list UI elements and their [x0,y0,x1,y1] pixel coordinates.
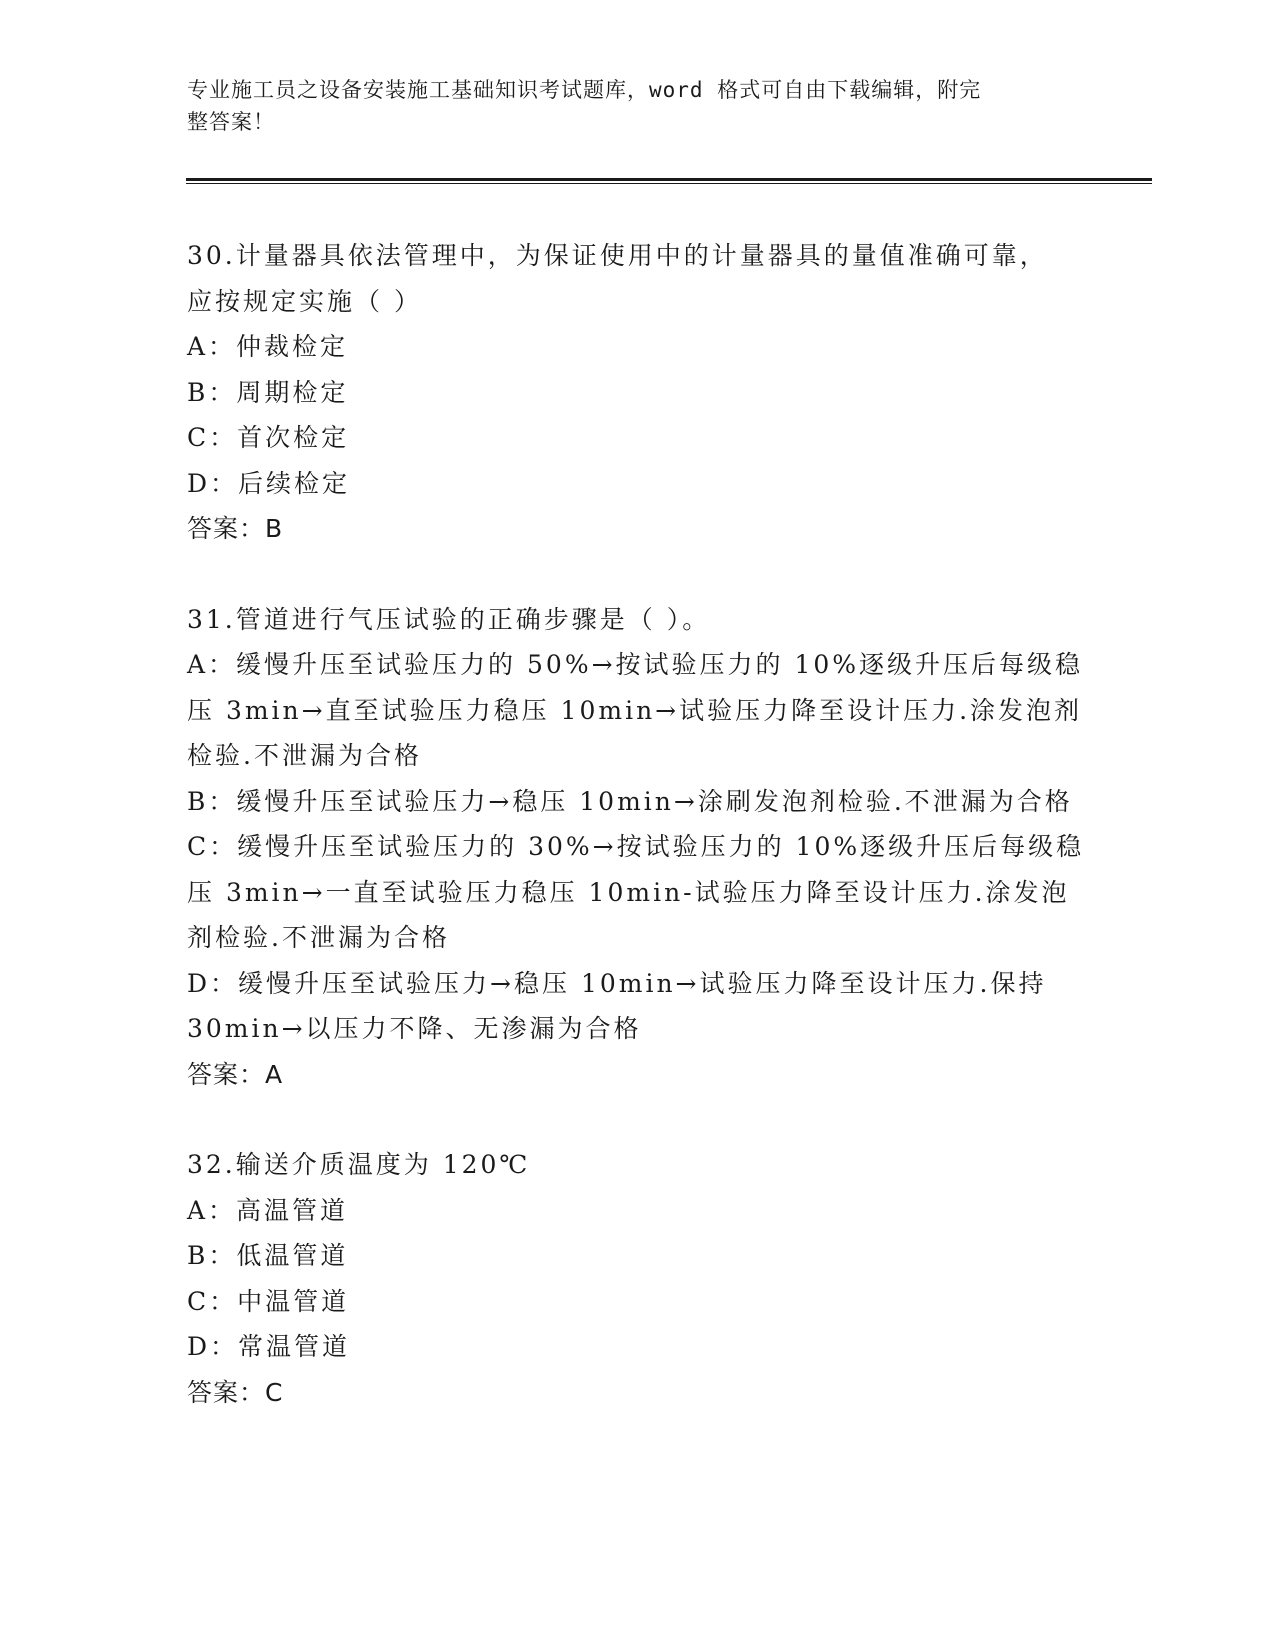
question-stem: 31.管道进行气压试验的正确步骤是（ ）。 [187,604,711,634]
option-d: D：后续检定 [187,468,351,498]
question-31 [187,597,1087,1098]
option-a: A：仲裁检定 [187,332,349,361]
header-line-1: 专业施工员之设备安装施工基础知识考试题库，word 格式可自由下载编辑，附完 [187,78,982,102]
option-c: C：缓慢升压至试验压力的 30%→按试验压力的 10%逐级升压后每级稳 [187,832,1085,861]
option-b: B：周期检定 [187,377,349,407]
question-stem: 30.计量器具依法管理中，为保证使用中的计量器具的量值准确可靠， [187,241,1048,270]
option-a-continued: 检验.不泄漏为合格 [187,741,422,770]
header-line-2: 整答案！ [187,110,275,134]
question-32 [187,1142,1087,1415]
question-list [187,233,1087,1460]
answer-label: 答案：B [187,514,284,543]
header-divider-thin [186,183,1152,184]
header-divider-thick [186,178,1152,181]
document-header [187,74,1067,138]
question-30 [187,233,1087,552]
option-c: C：中温管道 [187,1286,350,1316]
option-b: B：缓慢升压至试验压力→稳压 10min→涂刷发泡剂检验.不泄漏为合格 [187,786,1073,816]
option-d-continued: 30min→以压力不降、无渗漏为合格 [187,1014,642,1043]
question-stem: 32.输送介质温度为 120℃ [187,1150,531,1179]
option-a: A：高温管道 [187,1195,349,1225]
option-c-continued: 压 3min→一直至试验压力稳压 10min-试验压力降至设计压力.涂发泡 [187,877,1070,907]
option-c-continued: 剂检验.不泄漏为合格 [187,923,450,952]
option-b: B：低温管道 [187,1241,349,1270]
option-a: A：缓慢升压至试验压力的 50%→按试验压力的 10%逐级升压后每级稳 [187,650,1084,679]
answer-label: 答案：C [187,1377,284,1407]
option-d: D：缓慢升压至试验压力→稳压 10min→试验压力降至设计压力.保持 [187,968,1047,998]
option-c: C：首次检定 [187,423,350,452]
answer-label: 答案：A [187,1059,284,1089]
option-a-continued: 压 3min→直至试验压力稳压 10min→试验压力降至设计压力.涂发泡剂 [187,695,1083,725]
question-stem: 应按规定实施（ ） [187,286,422,316]
option-d: D：常温管道 [187,1332,351,1361]
